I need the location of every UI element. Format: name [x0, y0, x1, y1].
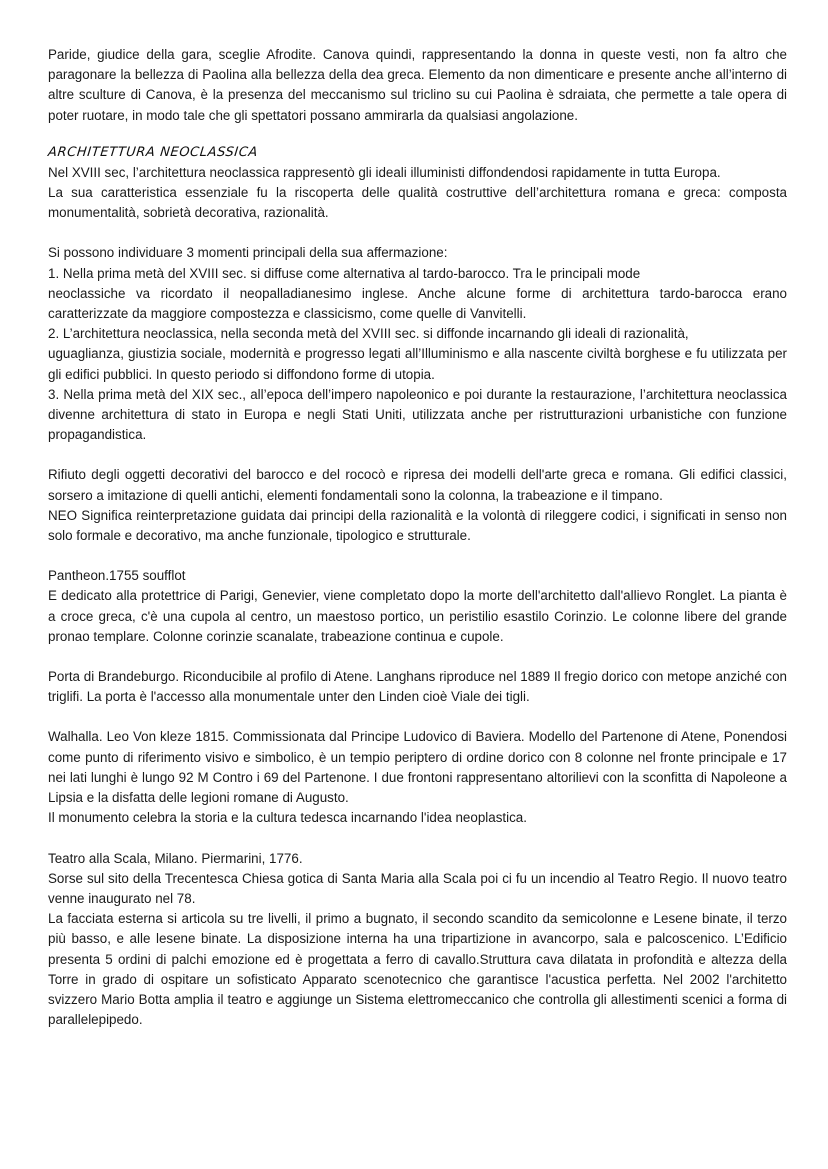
spacer [48, 445, 787, 465]
moment-3: 3. Nella prima metà del XIX sec., all’epoca dell’impero napoleonico e poi durante la restaurazione, l’architettura neoclassica divenne architettura di stato in Europa e negli Stati Uniti, utilizzata anche per ristrutturazioni urbanistiche con funzione propagandistica. [48, 386, 787, 443]
walhalla-text-2: Il monumento celebra la storia e la cultura tedesca incarnando l'idea neoplastica. [48, 810, 527, 826]
moment-2-line-1: 2. L’architettura neoclassica, nella seconda metà del XVIII sec. si diffonde incarnando gli ideali di razionalità, [48, 326, 689, 342]
pantheon-title: Pantheon.1755 soufflot [48, 568, 186, 584]
rifiuto-paragraph-1: Rifiuto degli oggetti decorativi del barocco e del rococò e ripresa dei modelli dell'arte greca e romana. Gli edifici classici, sorsero a imitazione di quelli antichi, elementi fondamentali sono la colonna, la trabeazione e il timpano. [48, 467, 787, 503]
neoclassic-intro-1: Nel XVIII sec, l’architettura neoclassica rappresentò gli ideali illuministi diffondendosi rapidamente in tutta Europa. [48, 164, 721, 180]
moment-1-line-2: neoclassiche va ricordato il neopalladianesimo inglese. Anche alcune forme di architettura tardo-barocca erano caratterizzate da maggiore compostezza e classicismo, come quelle di Vanvitelli. [48, 285, 787, 322]
spacer [48, 546, 787, 566]
moment-1-line-1: 1. Nella prima metà del XVIII sec. si diffuse come alternativa al tardo-barocco. Tra le principali mode [48, 265, 641, 281]
scala-title: Teatro alla Scala, Milano. Piermarini, 1776. [48, 850, 303, 866]
spacer [48, 223, 787, 243]
spacer [48, 647, 787, 667]
rifiuto-paragraph-2: NEO Significa reinterpretazione guidata dai principi della razionalità e la volontà di rileggere codici, i significati in senso non solo formale e decorativo, ma anche funzionale, tipologico e strutturale. [48, 507, 787, 544]
spacer [48, 707, 787, 727]
neoclassic-intro-2: La sua caratteristica essenziale fu la riscoperta delle qualità costruttive dell’architettura romana e greca: composta monumentalità, sobrietà decorativa, razionalità. [48, 185, 787, 221]
moments-intro: Si possono individuare 3 momenti principali della sua affermazione: [48, 245, 448, 261]
porta-brandeburgo-text: Porta di Brandeburgo. Riconducibile al profilo di Atene. Langhans riproduce nel 1889 Il fregio dorico con metope anziché con triglifi. La porta è l'accesso alla monumentale unter den Linden cioè Viale dei tigli. [48, 669, 787, 705]
intro-paragraph: Paride, giudice della gara, sceglie Afrodite. Canova quindi, rappresentando la donna in queste vesti, non fa altro che paragonare la bellezza di Paolina alla bellezza della dea greca. Elemento da non dimenticare e presente anche all’interno di altre sculture di Canova, è la presenza del meccanismo sul triclino su cui Paolina è sdraiata, che permette a tale opera di poter ruotare, in modo tale che gli spettatori possano ammirarla da qualsiasi angolazione. [48, 47, 787, 123]
section-heading: ARCHITETTURA NEOCLASSICA [47, 144, 259, 160]
document-page [48, 45, 787, 1030]
scala-text-2: La facciata esterna si articola su tre livelli, il primo a bugnato, il secondo scandito da semicolonne e Lesene binate, il terzo più basso, e alle lesene binate. La disposizione interna ha una tripartizione in avancorpo, sala e palcoscenico. L’Edificio presenta 5 ordini di palchi emozione ed è progettata a ferro di cavallo.Struttura cava dilatata in profondità e altezza della Torre in grado di ospitare un sofisticato Apparato scenotecnico che garantisce l'acustica perfetta. Nel 2002 l'architetto svizzero Mario Botta amplia il teatro e aggiunge un Sistema elettromeccanico che controlla gli allestimenti scenici a forma di parallelepipedo. [48, 911, 787, 1028]
pantheon-text: E dedicato alla protettrice di Parigi, Genevier, viene completato dopo la morte dell'architetto dall'allievo Ronglet. La pianta è a croce greca, c'è una cupola al centro, un maestoso portico, un peristilio esastilo Corinzio. Le colonne libere del grande pronao templare. Colonne corinzie scanalate, trabeazione continua e cupole. [48, 588, 787, 644]
walhalla-text: Walhalla. Leo Von kleze 1815. Commissionata dal Principe Ludovico di Baviera. Modello del Partenone di Atene, Ponendosi come punto di riferimento visivo e simbolico, è un tempio periptero di ordine dorico con 8 colonne nel fronte principale e 17 nei lati lunghi è lungo 92 M Contro i 69 del Partenone. I due frontoni rappresentano altorilievi con la sconfitta di Napoleone a Lipsia e la disfatta delle legioni romane di Augusto. [48, 729, 787, 806]
moment-2-line-2: uguaglianza, giustizia sociale, modernità e progresso legati all’Illuminismo e alla nascente civiltà borghese e fu utilizzata per gli edifici pubblici. In questo periodo si diffondono forme di utopia. [48, 346, 787, 382]
spacer [48, 829, 787, 849]
scala-text-1: Sorse sul sito della Trecentesca Chiesa gotica di Santa Maria alla Scala poi ci fu un incendio al Teatro Regio. Il nuovo teatro venne inaugurato nel 78. [48, 870, 787, 906]
